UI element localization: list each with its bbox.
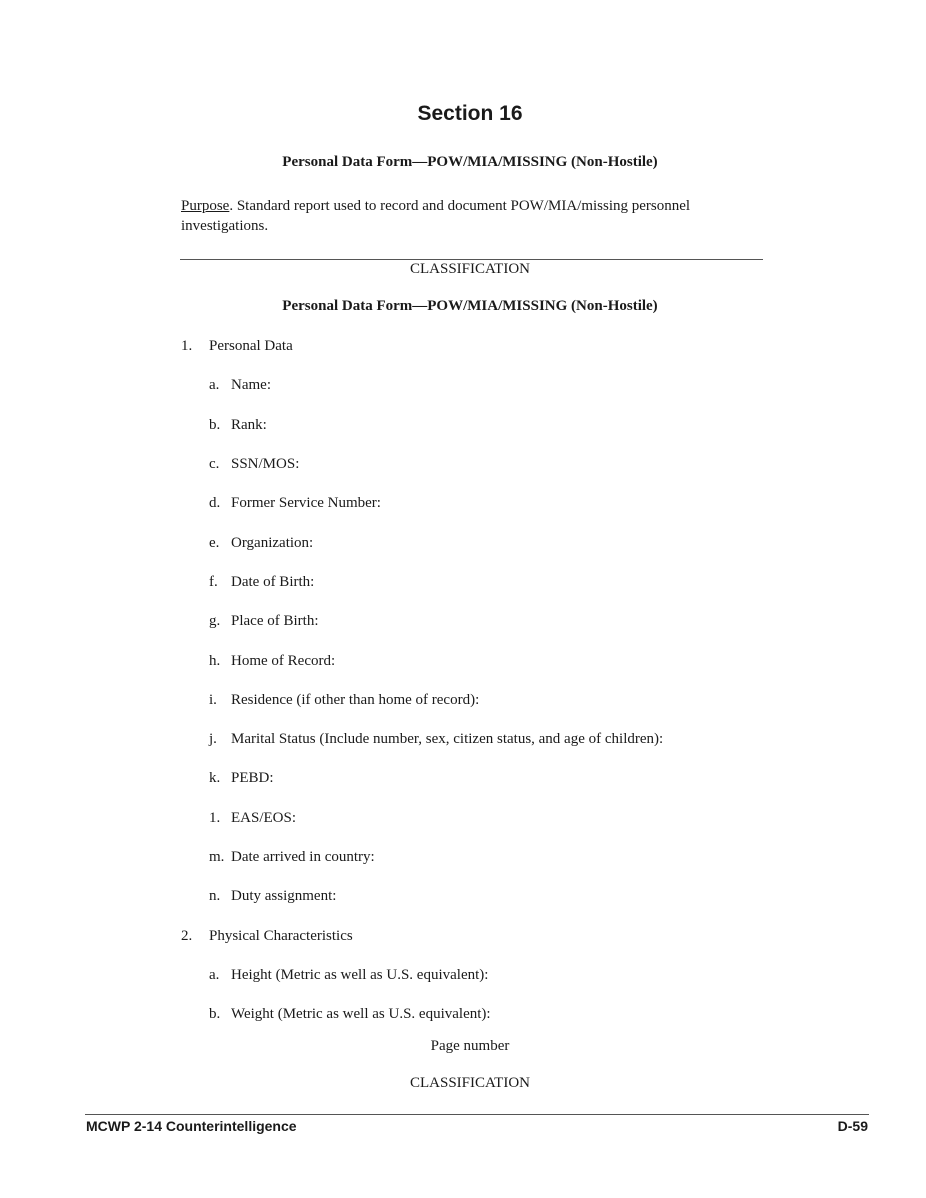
footer-rule <box>85 1114 869 1115</box>
item-rank-label: Rank: <box>231 417 267 433</box>
item-letter: j. <box>209 731 217 747</box>
classification-top: CLASSIFICATION <box>409 261 530 277</box>
item-letter: h. <box>209 653 221 669</box>
item-place-of-birth-label: Place of Birth: <box>231 613 319 629</box>
item-letter: i. <box>209 692 217 708</box>
classification-top-rule <box>180 259 763 260</box>
item-former-service-number-label: Former Service Number: <box>231 495 381 511</box>
item-pebd-label: PEBD: <box>231 770 274 786</box>
item-weight-label: Weight (Metric as well as U.S. equivalent): <box>231 1006 491 1022</box>
item-height-label: Height (Metric as well as U.S. equivalent): <box>231 967 489 983</box>
item-residence-label: Residence (if other than home of record): <box>231 692 480 708</box>
item-eas-eos-label: EAS/EOS: <box>231 810 297 826</box>
item-letter: n. <box>209 888 221 904</box>
section-1-number: 1. <box>181 338 193 354</box>
section-1-title: Personal Data <box>209 338 293 354</box>
section-2-number: 2. <box>181 928 193 944</box>
footer-publication-title: MCWP 2-14 Counterintelligence <box>86 1118 297 1134</box>
item-letter: k. <box>209 770 221 786</box>
item-marital-status-label: Marital Status (Include number, sex, citizen status, and age of children): <box>231 731 664 747</box>
item-date-arrived-label: Date arrived in country: <box>231 849 375 865</box>
form-title: Personal Data Form—POW/MIA/MISSING (Non-Hostile) <box>282 154 658 170</box>
item-letter: e. <box>209 535 220 551</box>
section-title: Section 16 <box>417 102 523 125</box>
item-date-of-birth-label: Date of Birth: <box>231 574 315 590</box>
item-letter: b. <box>209 417 221 433</box>
item-name-label: Name: <box>231 377 271 393</box>
item-letter: g. <box>209 613 221 629</box>
purpose-label: Purpose <box>181 198 230 214</box>
section-2-title: Physical Characteristics <box>209 928 353 944</box>
item-organization-label: Organization: <box>231 535 314 551</box>
item-letter: b. <box>209 1006 221 1022</box>
item-ssn-mos-label: SSN/MOS: <box>231 456 300 472</box>
item-letter: a. <box>209 377 220 393</box>
footer-page-id: D-59 <box>837 1118 868 1134</box>
item-letter: a. <box>209 967 220 983</box>
item-home-of-record-label: Home of Record: <box>231 653 336 669</box>
item-letter: 1. <box>209 810 221 826</box>
item-letter: f. <box>209 574 218 590</box>
item-duty-assignment-label: Duty assignment: <box>231 888 337 904</box>
item-letter: d. <box>209 495 221 511</box>
form-title-inner: Personal Data Form—POW/MIA/MISSING (Non-Hostile) <box>282 298 658 314</box>
classification-bottom: CLASSIFICATION <box>409 1075 530 1091</box>
purpose-paragraph <box>181 196 771 236</box>
item-letter: c. <box>209 456 220 472</box>
purpose-text: . Standard report used to record and document POW/MIA/missing personnel investigations. <box>181 198 691 234</box>
page-number-label: Page number <box>430 1038 510 1054</box>
item-letter: m. <box>209 849 225 865</box>
